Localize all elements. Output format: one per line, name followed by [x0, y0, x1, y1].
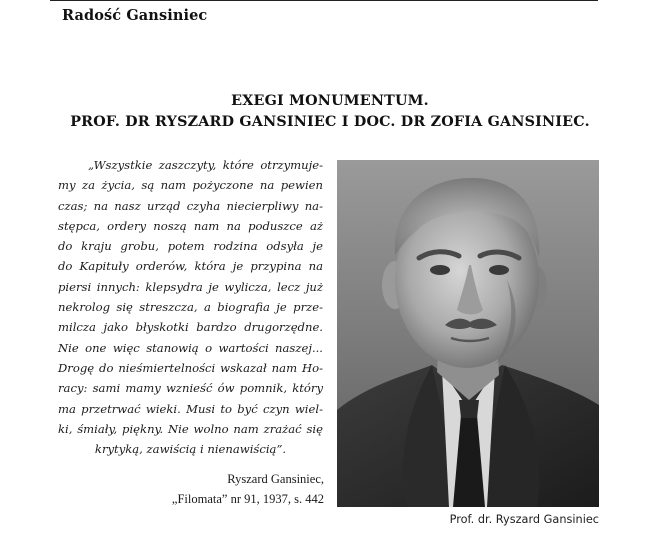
portrait-photo [337, 160, 599, 507]
quote-line: krytyką, zawiścią i nienawiścią”. [94, 442, 287, 457]
running-header-author: Radość Gansiniec [62, 7, 208, 24]
quote-line: ki, śmiały, piękny. Nie wolno nam zrażać się [58, 421, 323, 436]
quote-line: nekrolog się streszcza, a biografia je prze- [58, 300, 323, 315]
article-title-line-1: EXEGI MONUMENTUM. [231, 93, 429, 109]
quote-signature-source: „Filomata” nr 91, 1937, s. 442 [171, 492, 324, 506]
quote-line: czas; na nasz urząd czyha niecierpliwy na- [58, 198, 323, 213]
portrait-illustration [337, 160, 599, 507]
quote-line: do Kapituły orderów, która je przypina na [58, 259, 323, 274]
quote-line: Nie one więc stanowią o wartości naszej... [58, 340, 323, 355]
quote-line: stępca, ordery noszą nam na poduszce aż [58, 218, 323, 233]
quote-line: milcza jako błyskotki bardzo drugorzędne. [58, 320, 323, 335]
epigraph-quote [58, 155, 323, 459]
quote-line: piersi innych: klepsydra je wylicza, lecz już [58, 279, 323, 294]
quote-line: „Wszystkie zaszczyty, które otrzymuje- [88, 158, 323, 172]
quote-line: Drogę do nieśmiertelności wskazał nam Ho- [58, 360, 323, 375]
quote-line: racy: sami mamy wznieść ów pomnik, który [58, 381, 323, 396]
quote-line: my za życia, są nam pożyczone na pewien [58, 178, 323, 193]
quote-line: ma przetrwać wieki. Musi to być czyn wiel- [58, 401, 323, 416]
article-title-line-2: PROF. DR RYSZARD GANSINIEC I DOC. DR ZOFIA GANSINIEC. [70, 114, 590, 130]
photo-caption: Prof. dr. Ryszard Gansiniec [449, 513, 599, 526]
quote-signature-name: Ryszard Gansiniec, [227, 472, 324, 486]
quote-line: do kraju grobu, potem rodzina odsyła je [58, 239, 323, 254]
top-rule [50, 0, 598, 1]
